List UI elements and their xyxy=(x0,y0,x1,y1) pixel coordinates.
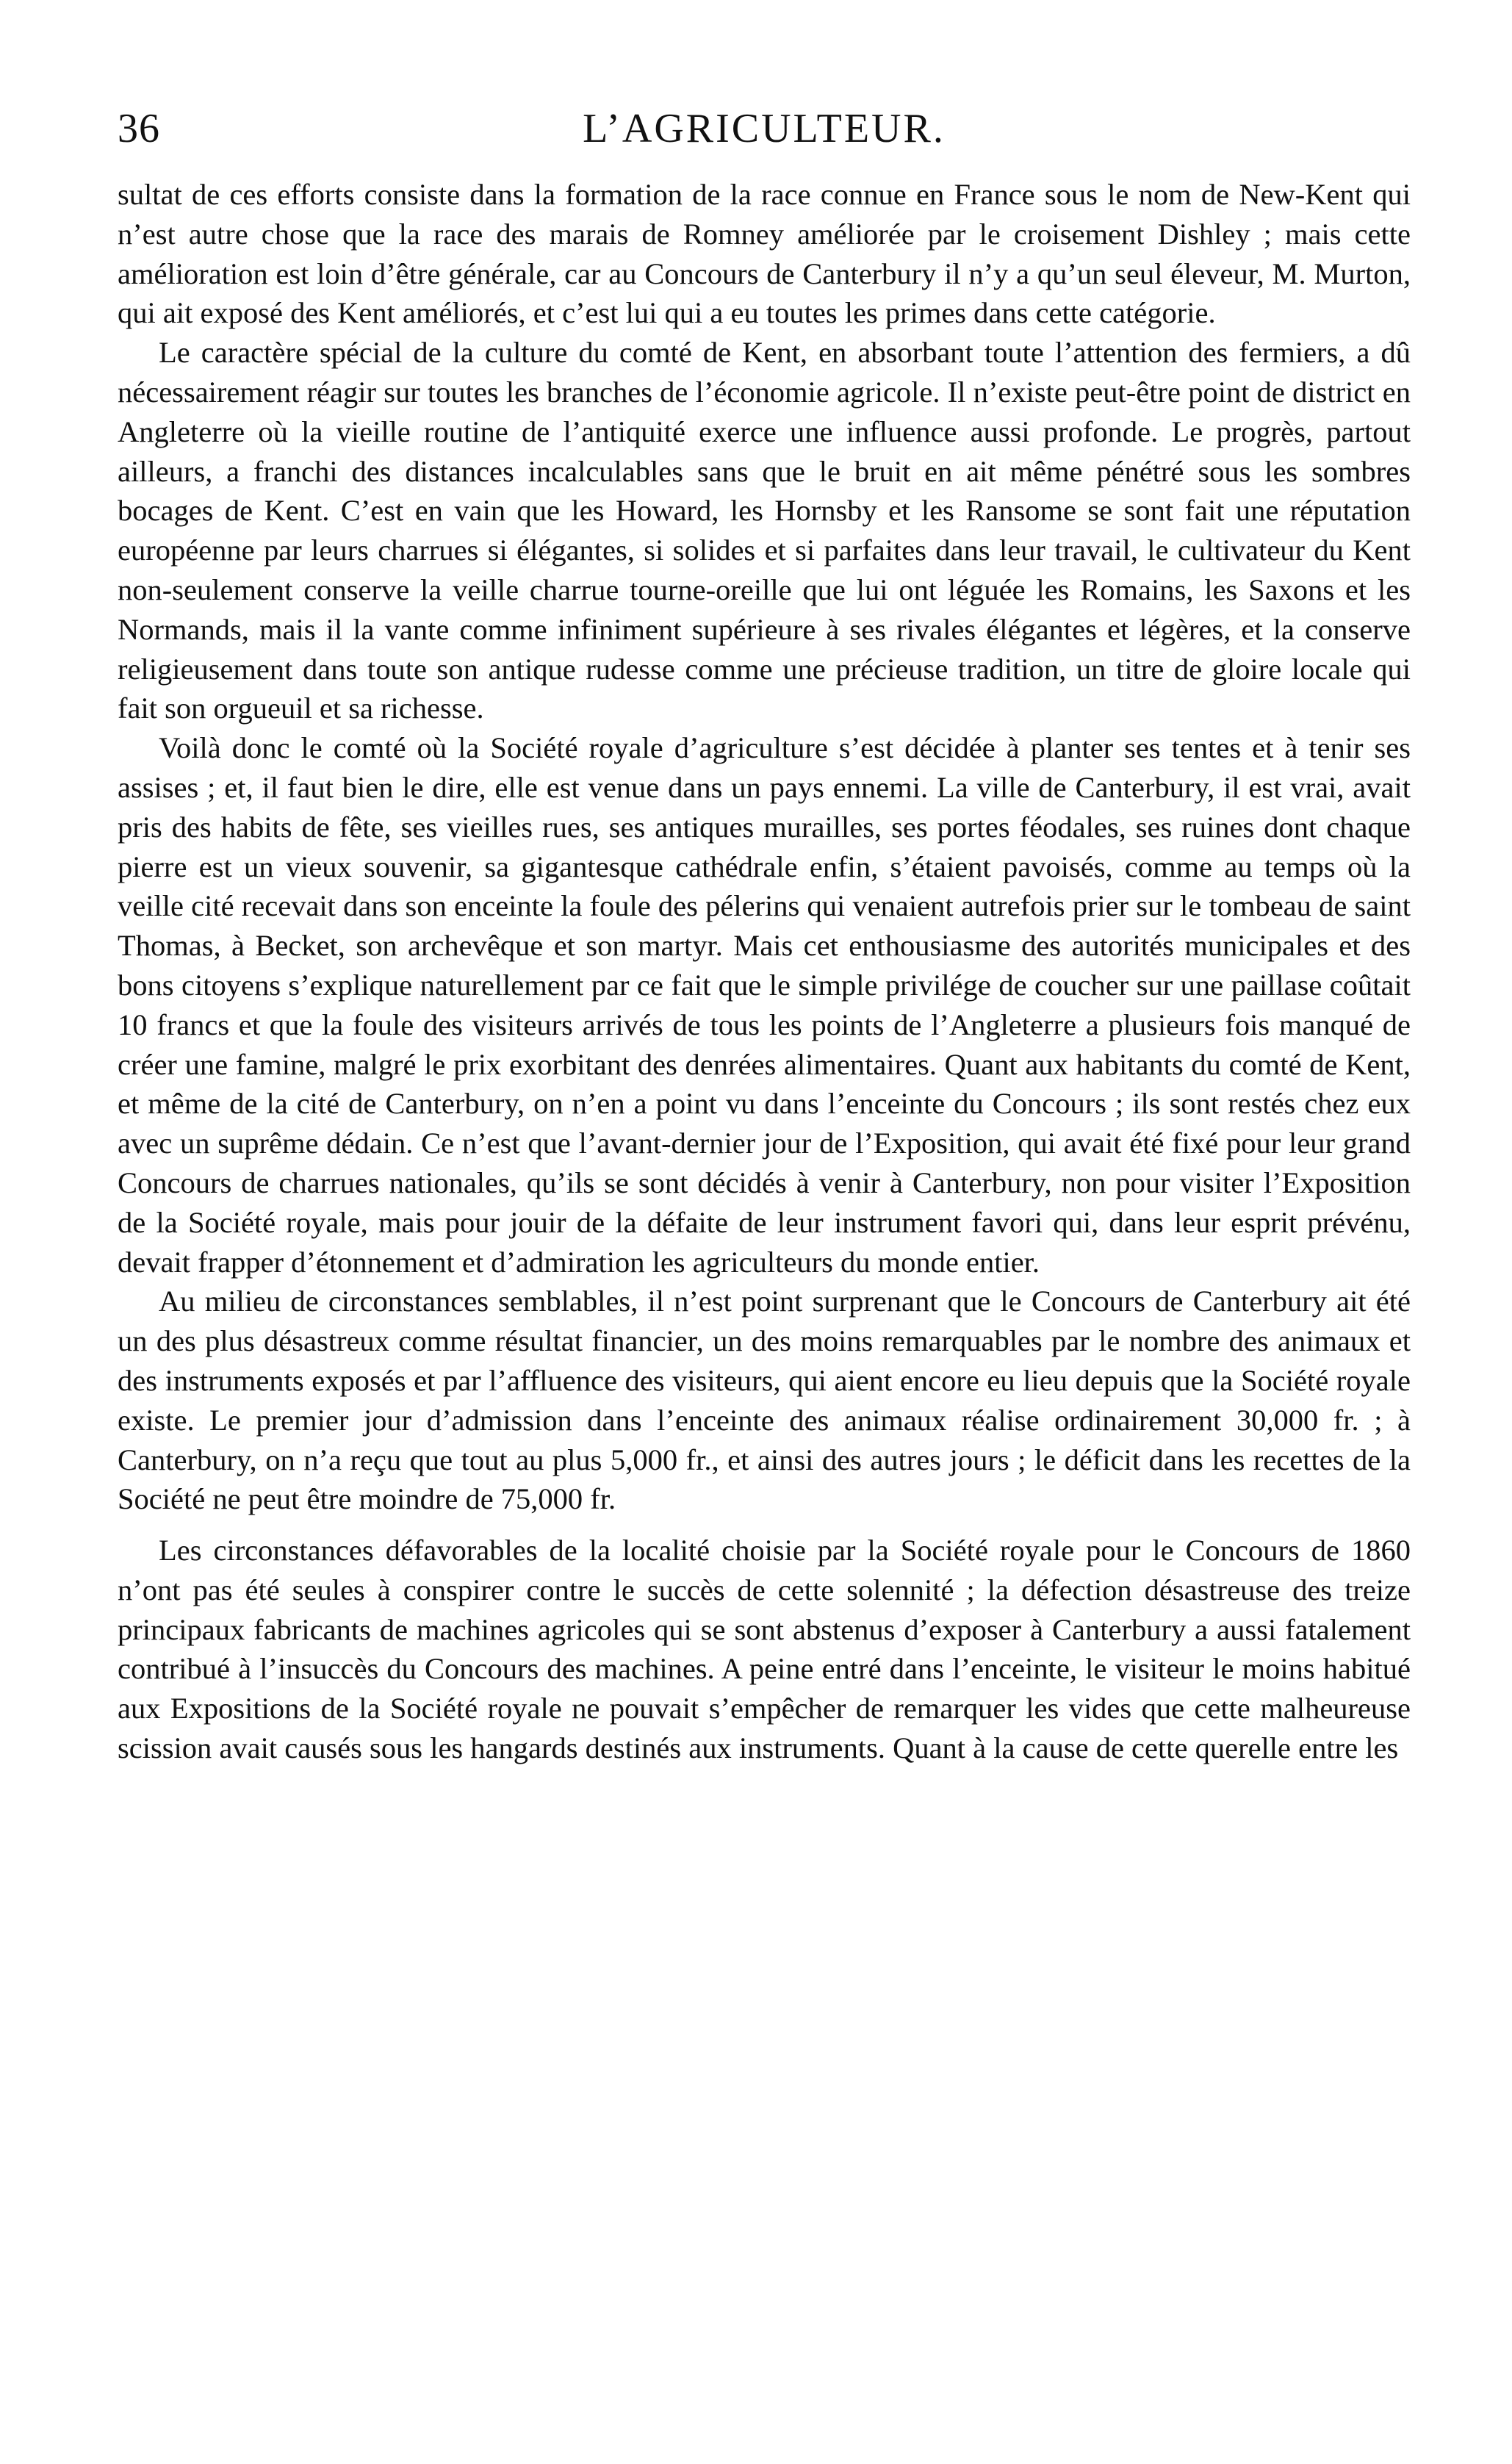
paragraph-continuation: sultat de ces efforts consiste dans la formation de la race connue en France sous le nom de New-Kent qui n’est autre chose que la race des marais de Romney améliorée par le croisement Dishley ; mais cette amélioration est loin d’être générale, car au Concours de Canterbury il n’y a qu’un seul éleveur, M. Murton, qui ait exposé des Kent améliorés, et c’est lui qui a eu toutes les primes dans cette catégorie. xyxy=(118,178,1411,330)
paragraph-manufacturers-defection: Les circonstances défavorables de la localité choisie par la Société royale pour le Concours de 1860 n’ont pas été seules à conspirer contre le succès de cette solennité ; la défection désastreuse des treize principaux fabricants de machines agricoles qui se sont abstenus d’exposer à Canterbury a aussi fatalement contribué à l’insuccès du Concours des machines. A peine entré dans l’enceinte, le visiteur le moins habitué aux Expositions de la Société royale ne pouvait s’empêcher de remarquer les vides que cette malheureuse scission avait causés sous les hangards destinés aux instruments. Quant à la cause de cette querelle entre les xyxy=(118,1534,1411,1765)
paragraph-canterbury-city: Voilà donc le comté où la Société royale d’agriculture s’est décidée à planter ses tentes et à tenir ses assises ; et, il faut bien le dire, elle est venue dans un pays ennemi. La ville de Canterbury, il est vrai, avait pris des habits de fête, ses vieilles rues, ses antiques murailles, ses portes féodales, ses ruines dont chaque pierre est un vieux souvenir, sa gigantesque cathédrale enfin, s’étaient pavoisés, comme au temps où la veille cité recevait dans son enceinte la foule des pélerins qui venaient autrefois prier sur le tombeau de saint Thomas, à Becket, son archevêque et son martyr. Mais cet enthousiasme des autorités municipales et des bons citoyens s’explique naturellement par ce fait que le simple privilége de coucher sur une paillase coûtait 10 francs et que la foule des visiteurs arrivés de tous les points de l’Angleterre a plusieurs fois manqué de créer une famine, malgré le prix exorbitant des denrées alimentaires. Quant aux habitants du comté de Kent, et même de la cité de Canterbury, on n’en a point vu dans l’enceinte du Concours ; ils sont restés chez eux avec un suprême dédain. Ce n’est que l’avant-dernier jour de l’Exposition, qui avait été fixé pour leur grand Concours de charrues nationales, qu’ils se sont décidés à venir à Canterbury, non pour visiter l’Exposition de la Société royale, mais pour jouir de la défaite de leur instrument favori qui, dans leur esprit prévénu, devait frapper d’étonnement et d’admiration les agriculteurs du monde entier. xyxy=(118,731,1411,1279)
paragraph-financial-result: Au milieu de circonstances semblables, il n’est point surprenant que le Concours de Canterbury ait été un des plus désastreux comme résultat financier, un des moins remarquables par le nombre des animaux et des instruments exposés et par l’affluence des visiteurs, qui aient encore eu lieu depuis que la Société royale existe. Le premier jour d’admission dans l’enceinte des animaux réalise ordinairement 30,000 fr. ; à Canterbury, on n’a reçu que tout au plus 5,000 fr., et ainsi des autres jours ; le déficit dans les recettes de la Société ne peut être moindre de 75,000 fr. xyxy=(118,1285,1411,1516)
book-page xyxy=(118,103,1411,2366)
page-number: 36 xyxy=(118,106,160,151)
page-header xyxy=(118,103,1411,169)
paragraph-kent-culture: Le caractère spécial de la culture du comté de Kent, en absorbant toute l’attention des fermiers, a dû nécessairement réagir sur toutes les branches de l’économie agricole. Il n’existe peut-être point de district en Angleterre où la vieille routine de l’antiquité exerce une influence aussi profonde. Le progrès, partout ailleurs, a franchi des distances incalculables sans que le bruit en ait même pénétré sous les sombres bocages de Kent. C’est en vain que les Howard, les Hornsby et les Ransome se sont fait une réputation européenne par leurs charrues si élégantes, si solides et si parfaites dans leur travail, le cultivateur du Kent non-seulement conserve la veille charrue tourne-oreille que lui ont léguée les Romains, les Saxons et les Normands, mais il la vante comme infiniment supérieure à ses rivales élégantes et légères, et la conserve religieusement dans toute son antique rudesse comme une précieuse tradition, un titre de gloire locale qui fait son orgueuil et sa richesse. xyxy=(118,336,1411,725)
running-title: L’AGRICULTEUR. xyxy=(583,106,946,151)
body-text xyxy=(118,175,1411,1768)
